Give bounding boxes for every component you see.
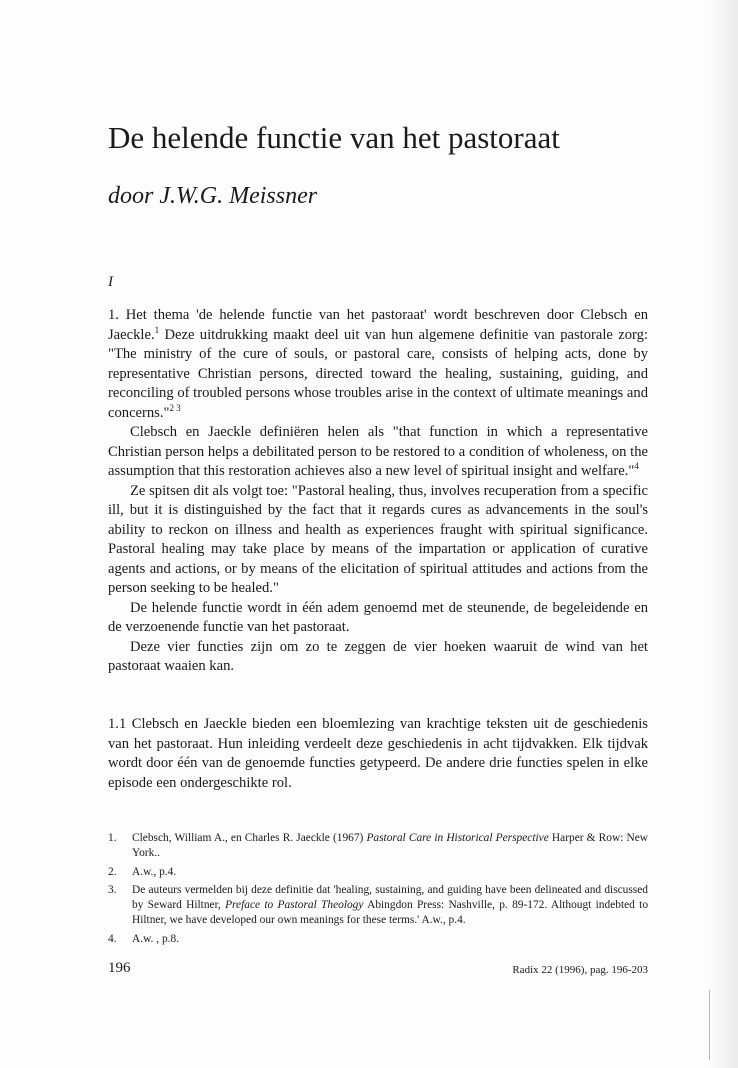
article-author: door J.W.G. Meissner (108, 183, 318, 209)
journal-reference: Radix 22 (1996), pag. 196-203 (512, 964, 648, 976)
paragraph: De helende functie wordt in één adem genoemd met de steunende, de begeleidende en de verzoenende functie van het pastoraat. (108, 599, 648, 635)
book-title: Pastoral Care in Historical Perspective (366, 832, 549, 844)
page-number: 196 (108, 960, 131, 976)
footnote-number: 3. (108, 883, 117, 896)
article-body (108, 306, 648, 677)
footnote-ref: 2 3 (169, 402, 181, 413)
article-title: De helende functie van het pastoraat (108, 120, 560, 155)
section-number: I (108, 274, 113, 290)
footnote: 1. Clebsch, William A., en Charles R. Jaeckle (1967) Pastoral Care in Historical Perspective Harper & Row: New York.. (108, 831, 648, 862)
page-edge-shadow (708, 0, 738, 1068)
footnote-ref: 1 (154, 324, 160, 335)
footnote: 3. De auteurs vermelden bij deze definitie dat 'healing, sustaining, and guiding have been delineated and discussed by Seward Hiltner, Preface to Pastoral Theology Abingdon Press: Nashville, p. 89-172. Althougt indebted to Hiltner, we have developed our own meanings for these terms.' A.w., p.4. (108, 883, 648, 929)
paragraph: Ze spitsen dit als volgt toe: "Pastoral healing, thus, involves recuperation from a specific ill, but it is distinguished by the fact that it regards cures as advancements in the soul's ability to reckon on illness and health as experiences fraught with spiritual significance. Pastoral healing may take place by means of the impartation or application of curative agents and actions, or by means of the elicitation of spiritual attitudes and actions from the person seeking to be healed." (108, 482, 648, 596)
footnote-number: 2. (108, 865, 117, 878)
paragraph: Deze vier functies zijn om zo te zeggen de vier hoeken waaruit de wind van het pastoraat waaien kan. (108, 638, 648, 674)
footnote: 4. A.w. , p.8. (108, 932, 648, 947)
footnote-number: 4. (108, 932, 117, 945)
scan-edge-line (709, 990, 710, 1060)
subsection-paragraph: 1.1 Clebsch en Jaeckle bieden een bloemlezing van krachtige teksten uit de geschiedenis van het pastoraat. Hun inleiding verdeelt deze geschiedenis in acht tijdvakken. Elk tijdvak wordt door één van de genoemde functies getypeerd. De andere drie functies spelen in elke episode een ondergeschikte rol. (108, 716, 648, 791)
footnotes (108, 831, 648, 950)
paragraph: 1. Het thema 'de helende functie van het pastoraat' wordt beschreven door Clebsch en Jaeckle.$^1$ Deze uitdrukking maakt deel uit van hun algemene definitie van pastorale zorg: "The ministry of the cure of souls, or pastoral care, consists of helping acts, done by representative Christian persons, directed toward the healing, sustaining, guiding, and reconciling of troubled persons whose troubles arise in the context of ultimate meanings and concerns."$^{2 3}$ (108, 307, 648, 421)
footnote-number: 1. (108, 832, 117, 844)
paragraph: Clebsch en Jaeckle definiëren helen als "that function in which a representative Christian person helps a debilitated person to be restored to a condition of wholeness, on the assumption that this restoration achieves also a new level of spiritual insight and welfare."$^4$ (108, 424, 648, 479)
footnote: 2. A.w., p.4. (108, 865, 648, 880)
book-title: Preface to Pastoral Theology (225, 899, 364, 912)
footnote-ref: 4 (634, 461, 639, 472)
